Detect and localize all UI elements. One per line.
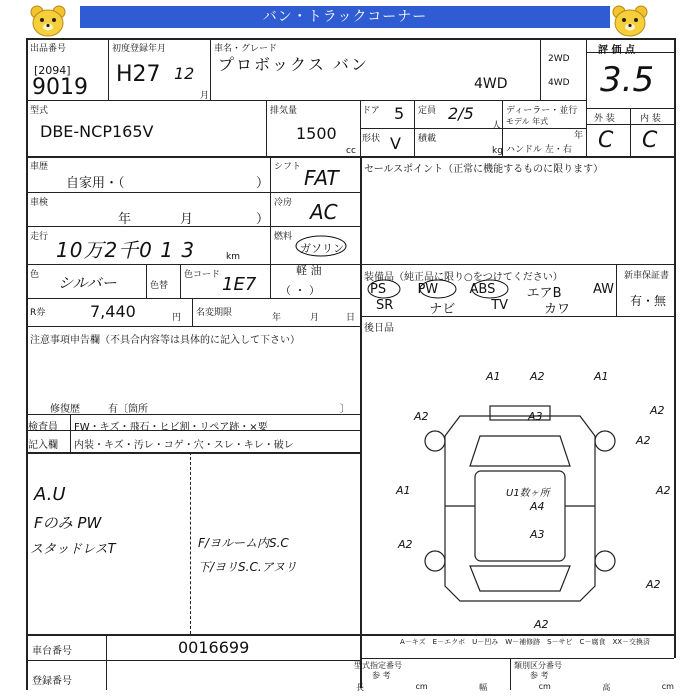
mileage-label: 走行 — [30, 232, 49, 242]
color-code-label: 色コード — [184, 270, 221, 280]
exterior-label: 外 装 — [594, 114, 615, 124]
equip-ps: PS — [370, 282, 387, 297]
lot-number: 9019 — [32, 75, 88, 100]
notes-label: 注意事項申告欄（不具合内容等は具体的に記入して下さい） — [30, 335, 300, 346]
doors-label: ドア — [362, 106, 380, 116]
doors-value: 5 — [394, 104, 405, 123]
equip-tv: TV — [491, 298, 509, 313]
equip-navi: ナビ — [429, 302, 456, 317]
first-reg-year: H27 — [116, 62, 161, 87]
equip-pw: PW — [417, 282, 439, 297]
car-drive: 4WD — [474, 76, 508, 92]
equipment-row-2 — [376, 298, 570, 317]
history-label: 車歴 — [30, 162, 49, 172]
equip-abs: ABS — [469, 282, 496, 297]
model-value: DBE-NCP165V — [40, 122, 154, 141]
lot-sub: [2094] — [34, 64, 71, 77]
damage-mark: A4 — [530, 500, 545, 513]
first-reg-label: 初度登録年月 — [112, 44, 167, 54]
repair-close: 〕 — [340, 404, 350, 415]
fuel-label: 燃料 — [274, 232, 293, 242]
equipment-circle-marks — [366, 278, 546, 300]
inspector-row-2: 内装・キズ・汚レ・コゲ・穴・スレ・キレ・破レ — [74, 440, 294, 451]
first-reg-month-unit: 月 — [200, 91, 210, 101]
dims-ref-1: 参 考 — [372, 671, 391, 680]
dims-ref-2: 参 考 — [530, 671, 549, 680]
equipment-label: 装備品（純正品に限り○をつけてください） — [364, 272, 563, 283]
displacement-value: 1500 — [296, 124, 337, 143]
repair-label: 修復歴 — [50, 404, 80, 415]
equip-airbag: エアB — [526, 286, 562, 301]
repair-value: 有〔箇所 — [108, 404, 148, 415]
shift-label: シフト — [274, 162, 302, 172]
dims-class-number: 類別区分番号 — [514, 661, 562, 670]
inspection-year: 年 — [118, 212, 132, 227]
model-year-unit: 年 — [574, 131, 584, 141]
car-name-label: 車名・グレード — [214, 44, 278, 54]
recycle-label: R券 — [30, 308, 46, 318]
displacement-label: 排気量 — [270, 106, 298, 116]
car-damage-diagram — [420, 396, 620, 616]
fuel-gas: ガソリン — [300, 242, 344, 255]
handwritten-note-2: Fのみ PW — [34, 514, 102, 532]
load-label: 積載 — [418, 134, 437, 144]
inspector-label-2: 記入欄 — [28, 440, 58, 451]
handwritten-note-5: 下/ヨリS.C.アヌリ — [198, 560, 297, 574]
damage-mark: A3 — [528, 410, 543, 423]
damage-mark: U1数ヶ所 — [506, 488, 550, 499]
reg-expiry-month: 月 — [310, 313, 320, 323]
ac-value: AC — [310, 200, 338, 224]
rear-seat-label: 後日品 — [364, 323, 394, 334]
reg-expiry-label: 名変期限 — [196, 308, 233, 318]
dims-width: 幅 — [479, 683, 488, 692]
handle-label: ハンドル 左・右 — [506, 145, 572, 155]
color-change-label: 色替 — [150, 281, 169, 291]
inspection-month: 月 — [180, 212, 194, 227]
damage-mark: A1 — [486, 370, 501, 383]
reg-expiry-year: 年 — [272, 313, 282, 323]
equip-sr: SR — [376, 298, 394, 313]
color-value: シルバー — [58, 274, 117, 292]
dims-cm-1: cm — [415, 682, 428, 691]
dims-height: 高 — [602, 683, 611, 692]
ac-label: 冷房 — [274, 198, 293, 208]
dims-cm-2: cm — [538, 682, 551, 691]
capacity-unit: 人 — [492, 121, 502, 131]
dims-cm-3: cm — [661, 682, 674, 691]
warranty-label: 新車保証書 — [624, 271, 670, 281]
dims-length: 長 — [356, 683, 364, 692]
interior-grade: C — [642, 128, 658, 153]
damage-mark: A2 — [398, 538, 413, 551]
model-year-label: モデル 年式 — [506, 117, 549, 126]
equip-aw: AW — [592, 282, 614, 297]
shape-value: V — [390, 134, 401, 153]
car-name-value: プロボックス バン — [218, 55, 369, 74]
bear-mascot-icon — [610, 4, 650, 38]
damage-mark: A2 — [534, 618, 549, 631]
handwritten-note-4: F/ヨルーム内S.C — [198, 536, 289, 550]
reg-expiry-day: 日 — [346, 313, 356, 323]
lot-label: 出品番号 — [30, 44, 67, 54]
recycle-unit: 円 — [172, 313, 182, 323]
dims-row — [356, 682, 674, 693]
mileage-value: 10万2千0 1 3 — [56, 238, 196, 262]
damage-mark: A1 — [594, 370, 609, 383]
equip-leather: カワ — [543, 302, 570, 317]
damage-mark: A2 — [650, 404, 665, 417]
handwritten-note-3: スタッドレスT — [30, 542, 116, 557]
registration-label: 登録番号 — [32, 676, 72, 687]
rating-label: 評 価 点 — [598, 45, 635, 56]
rating-value: 3.5 — [600, 60, 655, 100]
inspector-label-1: 検査員 — [28, 422, 58, 433]
color-code: 1E7 — [222, 274, 257, 295]
damage-mark: A2 — [656, 484, 671, 497]
inspector-row-1: FW・キズ・飛石・ヒビ割・リペア跡・×要 — [74, 422, 268, 433]
damage-legend: A－キズ E－エクボ U－凹み W－補修跡 S－サビ C－腐食 XX－交換済 — [400, 638, 651, 646]
load-unit: kg — [492, 146, 503, 156]
chassis-label: 車台番号 — [32, 646, 72, 657]
history-close: ） — [256, 176, 270, 191]
fuel-circle-mark — [294, 234, 348, 258]
shift-value: FAT — [304, 166, 339, 190]
mileage-unit: km — [226, 252, 240, 262]
exterior-grade: C — [598, 128, 614, 153]
color-label: 色 — [30, 270, 40, 280]
damage-mark: A2 — [530, 370, 545, 383]
chassis-value: 0016699 — [178, 638, 250, 657]
inspection-label: 車検 — [30, 198, 49, 208]
page-header — [80, 6, 610, 28]
fuel-paren: （ ・ ） — [280, 284, 320, 297]
damage-mark: A3 — [530, 528, 545, 541]
recycle-value: 7,440 — [90, 302, 136, 321]
damage-mark: A2 — [636, 434, 651, 447]
shape-label: 形状 — [362, 134, 381, 144]
drive-4wd: 4WD — [548, 78, 570, 88]
history-value: 自家用・（ — [66, 176, 125, 191]
displacement-unit: cc — [346, 146, 356, 156]
interior-label: 内 装 — [640, 114, 661, 124]
capacity-label: 定員 — [418, 106, 437, 116]
dims-type-designation: 型式指定番号 — [354, 661, 402, 670]
first-reg-month: 12 — [174, 64, 195, 83]
damage-mark: A2 — [414, 410, 429, 423]
handwritten-note-1: A.U — [34, 484, 66, 505]
sales-point-label: セールスポイント（正常に機能するものに限ります） — [364, 164, 604, 175]
bear-mascot-icon — [28, 4, 68, 38]
model-label: 型式 — [30, 106, 49, 116]
drive-2wd: 2WD — [548, 54, 570, 64]
inspection-close: ） — [256, 212, 270, 227]
damage-mark: A1 — [396, 484, 411, 497]
fuel-diesel: 軽 油 — [296, 264, 322, 277]
warranty-value: 有・無 — [630, 294, 667, 308]
header-title: バン・トラックコーナー — [262, 9, 428, 25]
capacity-value: 2/5 — [448, 104, 474, 123]
dealer-label: ディーラー・並行 — [506, 106, 578, 116]
damage-mark: A2 — [646, 578, 661, 591]
